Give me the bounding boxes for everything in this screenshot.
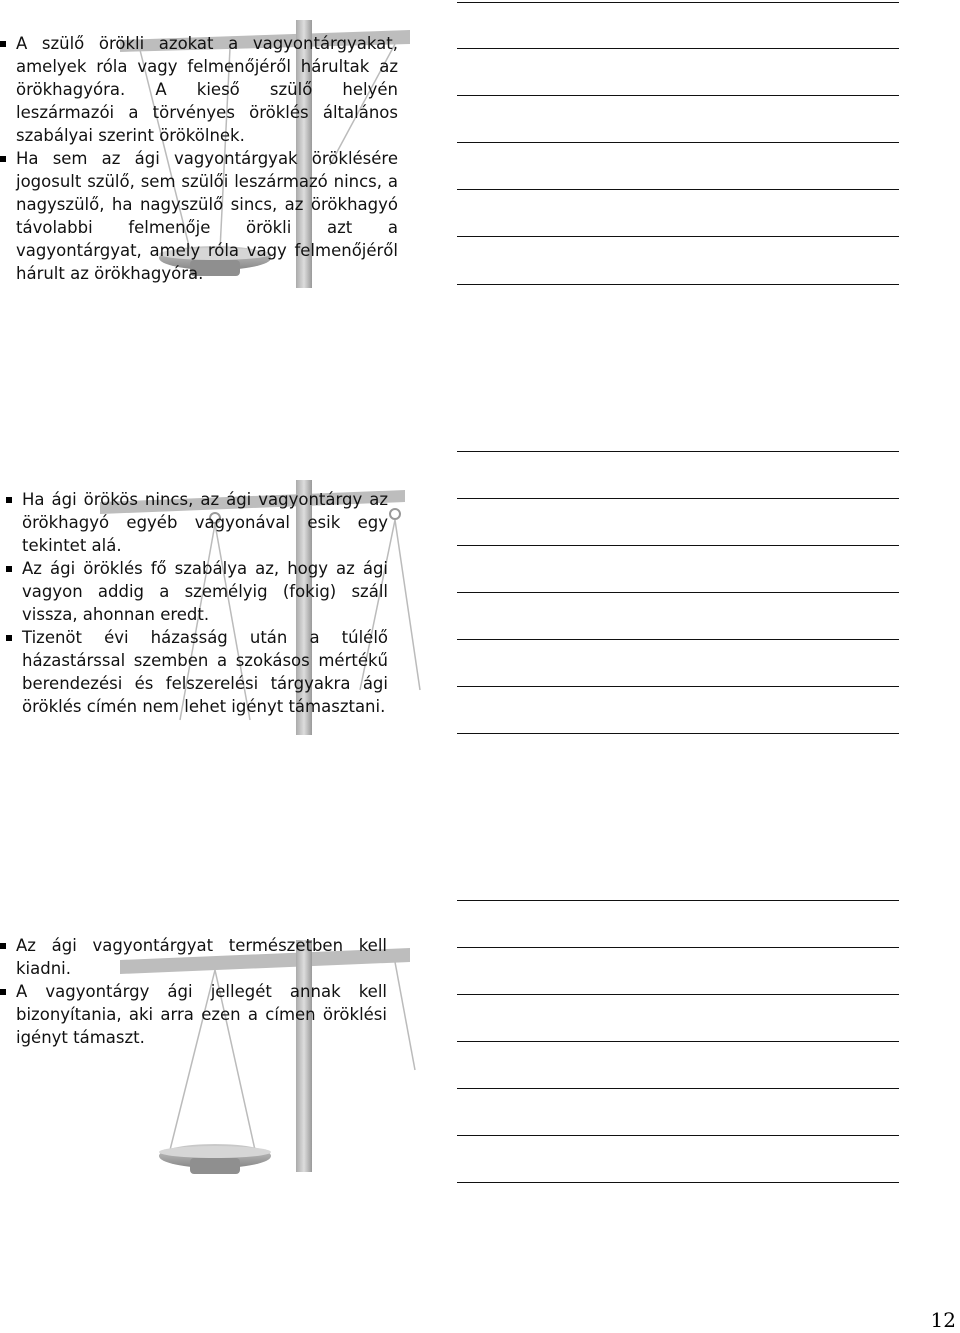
note-line	[457, 142, 899, 143]
note-line	[457, 1135, 899, 1136]
square-bullet-icon	[0, 989, 6, 995]
note-line	[457, 1182, 899, 1183]
square-bullet-icon	[0, 943, 6, 949]
note-line	[457, 236, 899, 237]
note-line	[457, 639, 899, 640]
note-line	[457, 189, 899, 190]
square-bullet-icon	[0, 41, 6, 47]
note-line	[457, 545, 899, 546]
bullet-text: Az ági vagyontárgyat természetben kell kiadni.	[16, 936, 387, 978]
slide-1	[0, 0, 430, 300]
bullet-text: Tizenöt évi házasság után a túlélő házastárssal szemben a szokásos mértékű berendezési és felszerelési tárgyakra ági öröklés címén nem lehet igényt támasztani.	[22, 628, 388, 716]
note-line	[457, 686, 899, 687]
note-line	[457, 2, 899, 3]
bullet-text: A vagyontárgy ági jellegét annak kell bizonyítania, aki arra ezen a címen öröklési igényt támaszt.	[16, 982, 387, 1047]
note-line	[457, 284, 899, 285]
bullet-list	[0, 32, 398, 285]
square-bullet-icon	[0, 156, 6, 162]
slide-2	[0, 480, 430, 750]
list-item	[6, 557, 388, 626]
list-item	[0, 147, 398, 285]
square-bullet-icon	[6, 635, 12, 641]
note-line	[457, 900, 899, 901]
bullet-text: Ha sem az ági vagyontárgyak öröklésére jogosult szülő, sem szülői leszármazó nincs, a nagyszülő, ha nagyszülő sincs, az örökhagyó távolabbi felmenője örökli azt a vagyontárgyat, amely róla vagy felmenőjéről hárult az örökhagyóra.	[16, 149, 398, 283]
note-line	[457, 95, 899, 96]
bullet-list	[0, 934, 387, 1049]
list-item	[0, 980, 387, 1049]
note-line	[457, 733, 899, 734]
note-line	[457, 592, 899, 593]
note-line	[457, 451, 899, 452]
bullet-list	[6, 488, 388, 718]
note-line	[457, 947, 899, 948]
list-item	[0, 32, 398, 147]
note-line	[457, 1041, 899, 1042]
list-item	[0, 934, 387, 980]
slide-3	[0, 920, 430, 1190]
list-item	[6, 488, 388, 557]
list-item	[6, 626, 388, 718]
note-line	[457, 1088, 899, 1089]
bullet-text: Ha ági örökös nincs, az ági vagyontárgy az örökhagyó egyéb vagyonával esik egy tekintet alá.	[22, 490, 388, 555]
square-bullet-icon	[6, 566, 12, 572]
bullet-text: A szülő örökli azokat a vagyontárgyakat, amelyek róla vagy felmenőjéről hárultak az örökhagyóra. A kieső szülő helyén leszármazói a törvényes öröklés általános szabályai szerint örökölnek.	[16, 34, 398, 145]
note-line	[457, 498, 899, 499]
note-line	[457, 994, 899, 995]
note-line	[457, 48, 899, 49]
square-bullet-icon	[6, 497, 12, 503]
bullet-text: Az ági öröklés fő szabálya az, hogy az ági vagyon addig a személyig (fokig) száll vissza, ahonnan eredt.	[22, 559, 388, 624]
page-number: 12	[930, 1308, 956, 1332]
